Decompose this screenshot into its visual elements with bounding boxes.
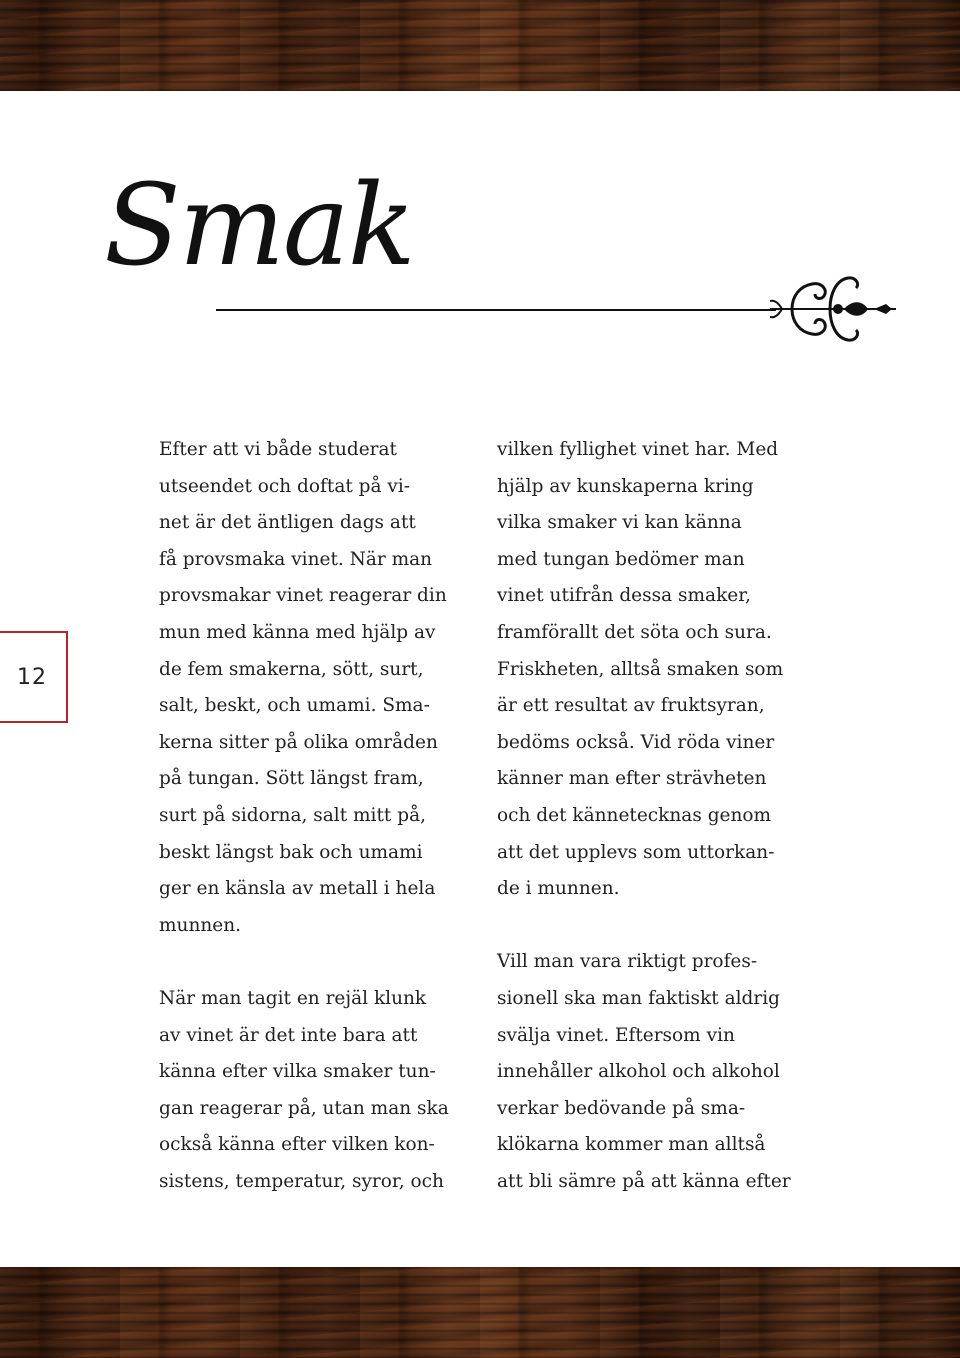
text-line: med tungan bedömer man <box>497 548 745 570</box>
text-line: känna efter vilka smaker tun- <box>159 1061 436 1083</box>
title-underline <box>216 309 776 311</box>
text-line: kerna sitter på olika områden <box>159 731 438 753</box>
text-line: utseendet och doftat på vi- <box>159 475 411 497</box>
wood-header-band <box>0 0 960 91</box>
text-line: provsmakar vinet reagerar din <box>159 585 447 607</box>
right-column <box>497 432 817 1200</box>
left-paragraph-1 <box>159 432 479 944</box>
text-line: hjälp av kunskaperna kring <box>497 475 754 497</box>
text-line: och det kännetecknas genom <box>497 804 772 826</box>
text-line: surt på sidorna, salt mitt på, <box>159 804 426 826</box>
text-line: de i munnen. <box>497 878 620 900</box>
text-line: att bli sämre på att känna efter <box>497 1170 791 1192</box>
text-line: är ett resultat av fruktsyran, <box>497 695 765 717</box>
text-line: mun med känna med hjälp av <box>159 621 436 643</box>
text-line: När man tagit en rejäl klunk <box>159 987 427 1009</box>
wood-footer-band <box>0 1267 960 1358</box>
text-line: ger en känsla av metall i hela <box>159 878 436 900</box>
page-number-box <box>0 631 68 723</box>
right-paragraph-2 <box>497 944 817 1200</box>
text-line: vilken fyllighet vinet har. Med <box>497 439 779 460</box>
page-title: Smak <box>104 161 414 291</box>
text-line: verkar bedövande på sma- <box>497 1097 746 1119</box>
right-paragraph-1 <box>497 432 817 908</box>
text-line: få provsmaka vinet. När man <box>159 548 433 570</box>
left-column <box>159 432 479 1200</box>
text-line: klökarna kommer man alltså <box>497 1134 766 1156</box>
text-line: beskt längst bak och umami <box>159 841 423 863</box>
text-line: av vinet är det inte bara att <box>159 1024 418 1046</box>
text-line: munnen. <box>159 914 242 936</box>
left-paragraph-2 <box>159 981 479 1201</box>
text-line: Vill man vara riktigt profes- <box>497 951 758 973</box>
text-line: att det upplevs som uttorkan- <box>497 841 775 863</box>
text-line: Friskheten, alltså smaken som <box>497 658 784 680</box>
text-line: de fem smakerna, sött, surt, <box>159 658 424 680</box>
text-line: känner man efter strävheten <box>497 768 767 790</box>
text-line: vinet utifrån dessa smaker, <box>497 585 751 607</box>
text-line: gan reagerar på, utan man ska <box>159 1097 449 1119</box>
text-line: framförallt det söta och sura. <box>497 621 772 643</box>
text-line: salt, beskt, och umami. Sma- <box>159 695 430 717</box>
text-line: sionell ska man faktiskt aldrig <box>497 987 780 1009</box>
flourish-ornament-icon <box>770 268 896 348</box>
text-line: sistens, temperatur, syror, och <box>159 1170 444 1192</box>
text-line: innehåller alkohol och alkohol <box>497 1061 780 1083</box>
text-line: på tungan. Sött längst fram, <box>159 768 424 790</box>
text-line: svälja vinet. Eftersom vin <box>497 1024 735 1046</box>
text-line: också känna efter vilken kon- <box>159 1134 435 1156</box>
text-line: bedöms också. Vid röda viner <box>497 731 775 753</box>
text-line: Efter att vi både studerat <box>159 439 397 460</box>
text-line: net är det äntligen dags att <box>159 512 416 534</box>
page-number: 12 <box>17 664 47 690</box>
text-line: vilka smaker vi kan känna <box>497 512 742 534</box>
